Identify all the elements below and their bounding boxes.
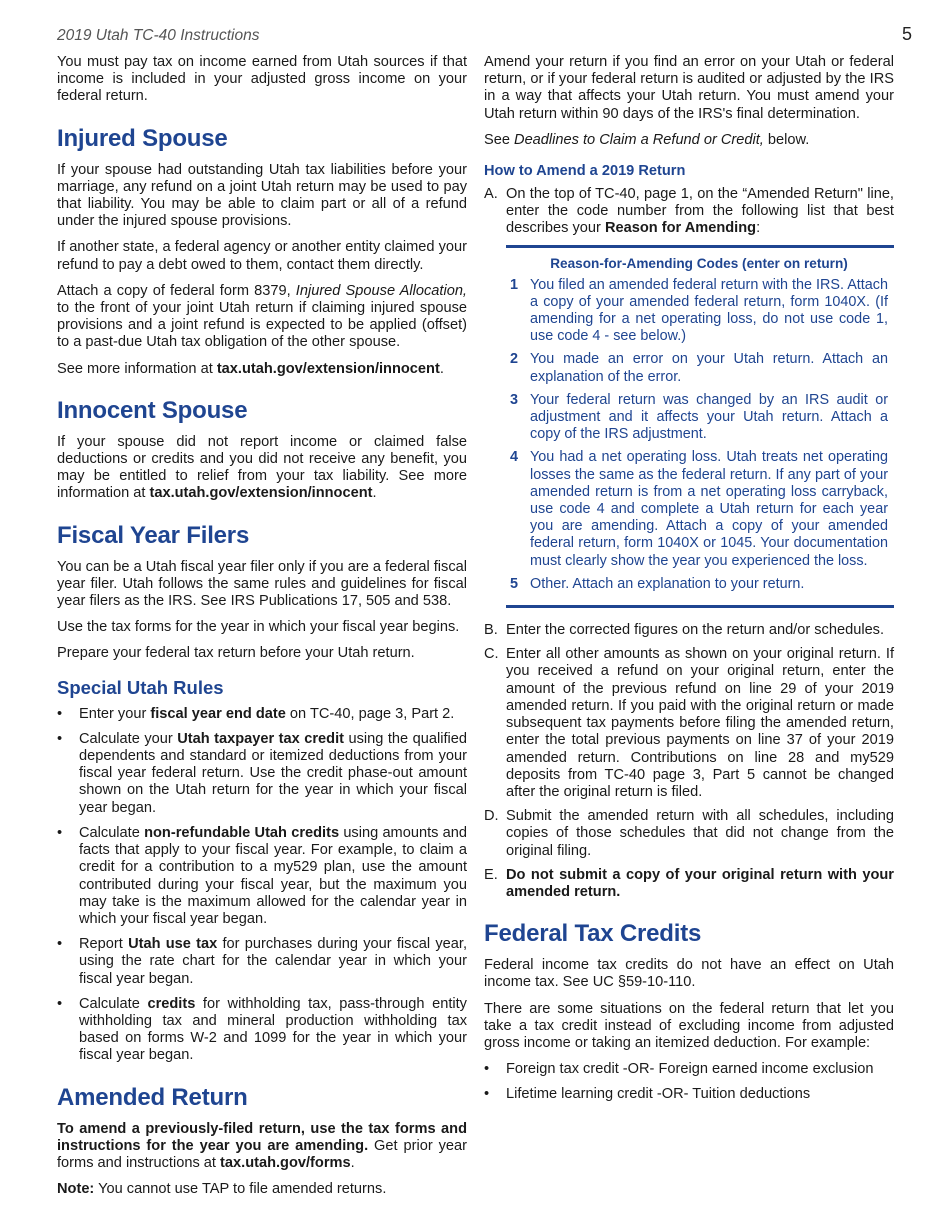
code-item: 4 You had a net operating loss. Utah treats net operating losses the same as the federal return. If any part of your amended return is from a net operating loss carryback, use code 4 and complete a Utah return for each year you are amending. Attach a copy of your amended federal return, form 1040X or 1045. Your documentation must clearly show the year you experienced the loss. (510, 449, 888, 569)
codes-list (510, 277, 888, 593)
list-item: • Calculate credits for withholding tax, pass-through entity withholding tax and mineral production withholding tax based on forms W-2 and 1099 for the year in which your fiscal year began. (57, 995, 467, 1064)
amend-paragraph-2: See Deadlines to Claim a Refund or Credit, below. (484, 131, 810, 148)
code-item: 3 Your federal return was changed by an IRS audit or adjustment and it affects your Utah return. Attach a copy of the IRS adjustment. (510, 391, 888, 443)
code-item: 1 You filed an amended federal return with the IRS. Attach a copy of your amended federal return, form 1040X. (If amending for a net operating loss, do not use code 1, use code 4 - see below.) (510, 276, 888, 345)
intro-paragraph: You must pay tax on income earned from Utah sources if that income is included in your adjusted gross income on your federal return. (57, 54, 467, 105)
amend-steps-list-continued (484, 622, 894, 901)
amend-step-c: C. Enter all other amounts as shown on your original return. If you received a refund on your original return, enter the amount of the previous refund on line 29 of your 2019 amended return. If you paid with the original return or made subsequent tax payments before filing the amended return, enter the total previous payments on line 37 of your 2019 amended return. Contributions on line 28 and my529 deposits from TC-40 page 3, Part 5 cannot be changed after the original return is filed. (484, 646, 894, 800)
innocent-link[interactable]: tax.utah.gov/extension/innocent (216, 360, 440, 377)
how-to-amend-heading: How to Amend a 2019 Return (484, 163, 686, 180)
fiscal-year-heading: Fiscal Year Filers (57, 521, 250, 549)
injured-spouse-p3: Attach a copy of federal form 8379, Injured Spouse Allocation, to the front of your joint Utah return if claiming injured spouse provisions and a joint refund is expected to be applied (offset) to a past-due Utah tax obligation of the other spouse. (57, 282, 467, 351)
amend-step-a: A. On the top of TC-40, page 1, on the “Amended Return" line, enter the code number from the following list that best describes your Reason for Amending: (484, 186, 894, 237)
code-item: 2 You made an error on your Utah return. Attach an explanation of the error. (510, 351, 888, 385)
fiscal-year-p1: You can be a Utah fiscal year filer only if you are a federal fiscal year filer. Utah follows the same rules and guidelines for fiscal year filers as the IRS. See IRS Publications 17, 505 and 538. (57, 558, 467, 610)
amend-steps-list (484, 186, 894, 238)
special-rules-heading: Special Utah Rules (57, 676, 224, 698)
fiscal-year-p2: Use the tax forms for the year in which your fiscal year begins. (57, 619, 460, 636)
left-column (57, 54, 467, 1207)
federal-tax-credits-heading: Federal Tax Credits (484, 920, 702, 948)
running-title: 2019 Utah TC-40 Instructions (57, 27, 260, 44)
innocent-spouse-p1: If your spouse did not report income or claimed false deductions or credits and you did not receive any benefit, you may be entitled to relief from your tax liability. See more information at tax.utah.gov/extension/innocent. (57, 433, 467, 502)
fiscal-year-p3: Prepare your federal tax return before your Utah return. (57, 645, 415, 662)
amended-return-heading: Amended Return (57, 1083, 248, 1111)
amend-step-d: D. Submit the amended return with all schedules, including copies of those schedules that did not change from the original filing. (484, 808, 894, 859)
amend-step-b: B. Enter the corrected figures on the return and/or schedules. (484, 622, 885, 639)
injured-spouse-heading: Injured Spouse (57, 124, 228, 152)
amend-step-e: E. Do not submit a copy of your original return with your amended return. (484, 866, 894, 900)
injured-spouse-p1: If your spouse had outstanding Utah tax liabilities before your marriage, any refund on a joint Utah return may be used to pay that liability. You may be able to claim part or all of a refund under the injured spouse provisions. (57, 161, 467, 230)
injured-spouse-p4: See more information at tax.utah.gov/extension/innocent. (57, 360, 444, 377)
federal-credits-p1: Federal income tax credits do not have an effect on Utah income tax. See UC §59-10-110. (484, 957, 894, 991)
amending-codes-box (506, 245, 894, 608)
amended-return-note: Note: You cannot use TAP to file amended returns. (57, 1181, 387, 1198)
list-item: • Calculate non-refundable Utah credits using amounts and facts that apply to your fiscal year. For example, to claim a credit for a contribution to a my529 plan, use the amount contributed during your fiscal year, but the maximum you may take is the maximum allowed for the calendar year in which your fiscal year began. (57, 824, 468, 927)
forms-link[interactable]: tax.utah.gov/forms (220, 1154, 351, 1171)
list-item: • Report Utah use tax for purchases during your fiscal year, using the rate chart for the calendar year in which your fiscal year began. (57, 936, 467, 987)
federal-credits-list (484, 1061, 894, 1103)
list-item: • Foreign tax credit -OR- Foreign earned income exclusion (484, 1061, 874, 1078)
innocent-link-2[interactable]: tax.utah.gov/extension/innocent (149, 485, 373, 502)
amended-return-p1: To amend a previously-filed return, use the tax forms and instructions for the year you are amending. Get prior year forms and instructions at tax.utah.gov/forms. (57, 1120, 467, 1171)
injured-spouse-p2: If another state, a federal agency or another entity claimed your refund to pay a debt owed to them, contact them directly. (57, 239, 467, 273)
list-item: • Enter your fiscal year end date on TC-40, page 3, Part 2. (57, 705, 455, 722)
page-number: 5 (901, 24, 912, 44)
list-item: • Lifetime learning credit -OR- Tuition deductions (484, 1086, 811, 1103)
federal-credits-p2: There are some situations on the federal return that let you take a tax credit instead of excluding income from adjusted gross income or taking an itemized deduction. For example: (484, 1000, 894, 1051)
innocent-spouse-heading: Innocent Spouse (57, 396, 248, 424)
code-item: 5 Other. Attach an explanation to your return. (510, 575, 805, 592)
right-column (484, 54, 894, 1112)
amend-paragraph-1: Amend your return if you find an error on your Utah or federal return, or if your federal return is audited or adjusted by the IRS in a way that affects your Utah return. You must amend your Utah return within 90 days of the IRS's final determination. (484, 54, 894, 122)
list-item: • Calculate your Utah taxpayer tax credit using the qualified dependents and standard or itemized deductions from your fiscal year federal return. Use the credit phase-out amount shown on the Utah return for the year in which your fiscal year began. (57, 730, 468, 816)
special-rules-list (57, 706, 467, 1065)
codes-title: Reason-for-Amending Codes (enter on return) (550, 255, 848, 271)
